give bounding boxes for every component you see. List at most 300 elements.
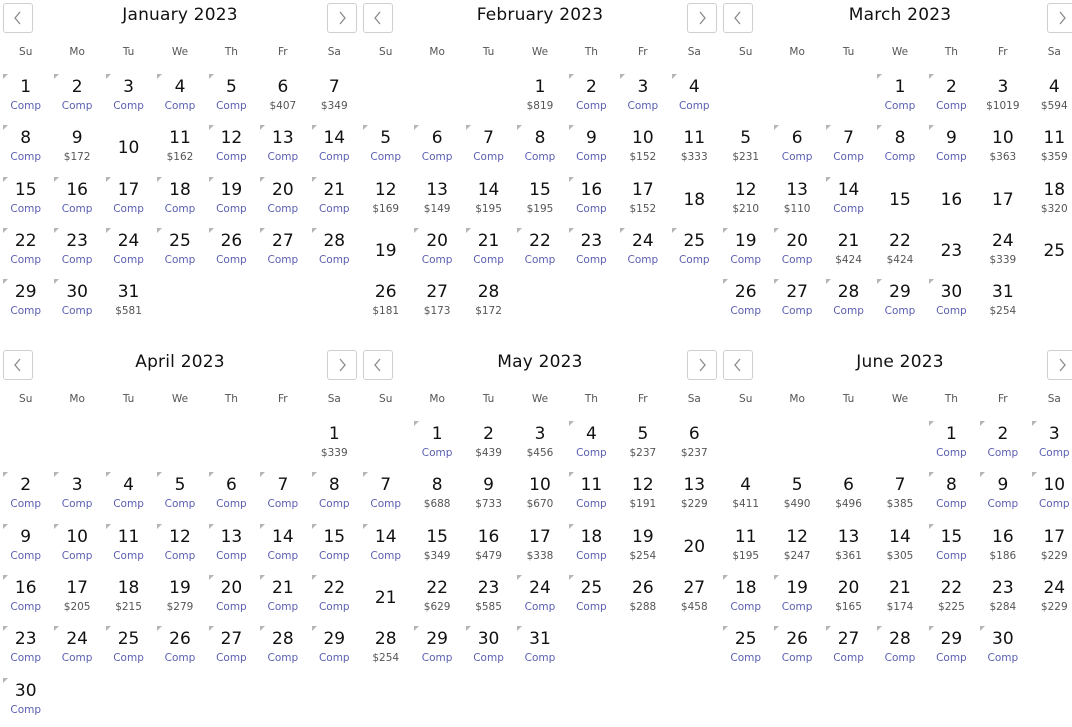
calendar-day[interactable] bbox=[206, 226, 257, 277]
calendar-day[interactable] bbox=[309, 419, 360, 470]
calendar-day[interactable] bbox=[309, 573, 360, 624]
weekday-label: We bbox=[531, 393, 549, 405]
comp-label: Comp bbox=[781, 600, 813, 613]
day-number: 27 bbox=[272, 230, 294, 251]
calendar-day[interactable] bbox=[154, 470, 205, 521]
calendar-day[interactable] bbox=[823, 123, 874, 174]
day-number: 8 bbox=[20, 128, 32, 149]
calendar-day[interactable] bbox=[566, 226, 617, 277]
day-number: 29 bbox=[940, 629, 963, 650]
day-number: 9 bbox=[946, 128, 957, 149]
calendar-day[interactable] bbox=[360, 175, 411, 226]
calendar-day[interactable] bbox=[411, 175, 462, 226]
weekday-label: Su bbox=[379, 46, 393, 58]
calendar-day[interactable] bbox=[514, 522, 565, 573]
comp-label: Comp bbox=[987, 447, 1019, 459]
calendar-day[interactable] bbox=[257, 573, 308, 624]
calendar-day[interactable] bbox=[309, 123, 360, 174]
price-label: $279 bbox=[166, 600, 194, 613]
day-number: 15 bbox=[323, 526, 346, 547]
weekday-header bbox=[0, 46, 360, 62]
calendar-day[interactable] bbox=[206, 624, 257, 675]
comp-label: Comp bbox=[318, 600, 350, 613]
comp-label: Comp bbox=[884, 100, 916, 112]
calendar-day[interactable] bbox=[977, 277, 1028, 328]
calendar-day[interactable] bbox=[669, 470, 720, 521]
day-number: 26 bbox=[632, 577, 654, 598]
calendar-day[interactable] bbox=[206, 470, 257, 521]
day-number: 7 bbox=[483, 128, 494, 149]
day-number: 11 bbox=[734, 526, 757, 547]
day-number: 5 bbox=[740, 128, 752, 149]
calendar-day[interactable] bbox=[1029, 573, 1072, 624]
calendar-day[interactable] bbox=[977, 123, 1028, 174]
comp-label: Comp bbox=[421, 253, 453, 266]
calendar-day[interactable] bbox=[463, 624, 514, 675]
calendar-day[interactable] bbox=[103, 123, 154, 174]
chevron-left-icon bbox=[373, 11, 383, 25]
price-label: $186 bbox=[989, 549, 1017, 562]
prev-month-button[interactable] bbox=[723, 3, 753, 33]
weekday-label: Sa bbox=[327, 46, 341, 58]
calendar-day[interactable] bbox=[1029, 522, 1072, 573]
price-label: $333 bbox=[680, 151, 708, 164]
calendar-day[interactable] bbox=[0, 123, 51, 174]
comp-label: Comp bbox=[370, 498, 402, 511]
comp-label: Comp bbox=[936, 447, 967, 459]
day-number: 22 bbox=[940, 577, 963, 598]
calendar-day[interactable] bbox=[0, 624, 51, 675]
calendar-day[interactable] bbox=[514, 226, 565, 277]
calendar-day[interactable] bbox=[411, 573, 462, 624]
weekday-label: Sa bbox=[687, 393, 701, 405]
price-label: $173 bbox=[423, 305, 451, 318]
calendar-day[interactable] bbox=[566, 72, 617, 123]
calendar-day[interactable] bbox=[411, 419, 462, 470]
price-label: $1019 bbox=[986, 100, 1020, 112]
day-number: 11 bbox=[169, 128, 191, 149]
day-number: 23 bbox=[580, 230, 603, 251]
calendar-day[interactable] bbox=[411, 470, 462, 521]
calendar-day[interactable] bbox=[360, 624, 411, 675]
calendar-day[interactable] bbox=[51, 123, 102, 174]
calendar-day[interactable] bbox=[257, 226, 308, 277]
calendar-day[interactable] bbox=[463, 573, 514, 624]
day-number: 6 bbox=[277, 77, 289, 97]
comp-label: Comp bbox=[113, 253, 144, 266]
calendar-day[interactable] bbox=[1029, 470, 1072, 521]
calendar-day[interactable] bbox=[206, 573, 257, 624]
calendar-day[interactable] bbox=[874, 175, 925, 226]
calendar-day[interactable] bbox=[874, 522, 925, 573]
month-title: June 2023 bbox=[856, 352, 944, 372]
calendar-day[interactable] bbox=[463, 277, 514, 328]
day-number: 15 bbox=[529, 179, 551, 200]
day-number: 9 bbox=[997, 475, 1009, 496]
day-number: 5 bbox=[791, 475, 803, 496]
calendar-day[interactable] bbox=[1029, 123, 1072, 174]
chevron-left-icon bbox=[733, 11, 743, 25]
calendar-day[interactable] bbox=[617, 123, 668, 174]
calendar-day[interactable] bbox=[103, 277, 154, 328]
weekday-label: Th bbox=[224, 46, 238, 58]
day-number: 30 bbox=[477, 629, 500, 650]
calendar-day[interactable] bbox=[771, 277, 822, 328]
calendar-day[interactable] bbox=[309, 226, 360, 277]
calendar-day[interactable] bbox=[720, 226, 771, 277]
comp-label: Comp bbox=[267, 202, 299, 215]
weekday-label: Tu bbox=[842, 393, 855, 405]
calendar-day[interactable] bbox=[360, 522, 411, 573]
day-number: 21 bbox=[477, 230, 500, 251]
day-number: 30 bbox=[66, 282, 88, 303]
calendar-day[interactable] bbox=[720, 470, 771, 521]
prev-month-button[interactable] bbox=[3, 350, 33, 380]
calendar-day[interactable] bbox=[617, 419, 668, 470]
calendar-day[interactable] bbox=[154, 522, 205, 573]
comp-label: Comp bbox=[164, 100, 196, 112]
prev-month-button[interactable] bbox=[3, 3, 33, 33]
comp-label: Comp bbox=[61, 305, 93, 318]
calendar-day[interactable] bbox=[360, 573, 411, 624]
calendar-day[interactable] bbox=[309, 624, 360, 675]
weekday-label: Fr bbox=[998, 46, 1008, 58]
day-number: 2 bbox=[946, 77, 957, 97]
calendar-day[interactable] bbox=[411, 123, 462, 174]
calendar-day[interactable] bbox=[1029, 419, 1072, 470]
calendar-day[interactable] bbox=[103, 522, 154, 573]
day-number: 23 bbox=[66, 230, 88, 251]
price-label: $195 bbox=[732, 549, 760, 562]
calendar-day[interactable] bbox=[566, 419, 617, 470]
calendar-day[interactable] bbox=[771, 175, 822, 226]
calendar-day[interactable] bbox=[463, 522, 514, 573]
calendar-day[interactable] bbox=[977, 522, 1028, 573]
calendar-day[interactable] bbox=[874, 72, 925, 123]
comp-label: Comp bbox=[987, 498, 1019, 511]
day-number: 1 bbox=[328, 424, 340, 444]
calendar-day[interactable] bbox=[617, 175, 668, 226]
calendar-day[interactable] bbox=[206, 72, 257, 123]
next-month-button[interactable] bbox=[327, 350, 357, 380]
day-number: 12 bbox=[734, 179, 757, 200]
calendar-day[interactable] bbox=[617, 470, 668, 521]
day-number: 27 bbox=[837, 629, 860, 650]
calendar-day[interactable] bbox=[514, 573, 565, 624]
day-number: 21 bbox=[272, 577, 294, 598]
calendar-day[interactable] bbox=[0, 72, 51, 123]
calendar-day[interactable] bbox=[154, 72, 205, 123]
calendar-day[interactable] bbox=[103, 175, 154, 226]
calendar-day[interactable] bbox=[566, 573, 617, 624]
calendar-day[interactable] bbox=[411, 226, 462, 277]
price-label: $172 bbox=[475, 305, 502, 318]
day-number: 7 bbox=[277, 475, 289, 496]
comp-label: Comp bbox=[936, 549, 967, 562]
price-label: $152 bbox=[629, 202, 657, 215]
calendar-day[interactable] bbox=[720, 522, 771, 573]
price-label: $288 bbox=[629, 600, 657, 613]
calendar-day[interactable] bbox=[720, 123, 771, 174]
weekday-header bbox=[360, 393, 720, 409]
next-month-button[interactable] bbox=[327, 3, 357, 33]
calendar-day[interactable] bbox=[0, 522, 51, 573]
comp-label: Comp bbox=[10, 305, 42, 318]
calendar-day[interactable] bbox=[669, 226, 720, 277]
day-number: 22 bbox=[426, 577, 448, 598]
calendar-day[interactable] bbox=[566, 175, 617, 226]
day-number: 8 bbox=[894, 128, 906, 149]
calendar-day[interactable] bbox=[720, 277, 771, 328]
calendar-day[interactable] bbox=[309, 175, 360, 226]
calendar-day[interactable] bbox=[926, 470, 977, 521]
calendar-day[interactable] bbox=[360, 123, 411, 174]
calendar-day[interactable] bbox=[0, 277, 51, 328]
day-number: 9 bbox=[20, 526, 32, 547]
calendar-day[interactable] bbox=[771, 226, 822, 277]
prev-month-button[interactable] bbox=[723, 350, 753, 380]
day-number: 18 bbox=[1043, 179, 1066, 200]
calendar-day[interactable] bbox=[720, 175, 771, 226]
calendar-day[interactable] bbox=[514, 123, 565, 174]
weekday-label: Fr bbox=[638, 393, 648, 405]
calendar-day[interactable] bbox=[977, 226, 1028, 277]
day-number: 25 bbox=[734, 629, 757, 650]
calendar-day[interactable] bbox=[463, 175, 514, 226]
weekday-label: Tu bbox=[842, 46, 855, 58]
calendar-day[interactable] bbox=[874, 226, 925, 277]
calendar-day[interactable] bbox=[51, 72, 102, 123]
calendar-day[interactable] bbox=[617, 72, 668, 123]
calendar-day[interactable] bbox=[823, 573, 874, 624]
calendar-day[interactable] bbox=[977, 573, 1028, 624]
calendar-day[interactable] bbox=[0, 175, 51, 226]
day-number: 13 bbox=[837, 526, 860, 547]
calendar-day[interactable] bbox=[51, 522, 102, 573]
calendar-day[interactable] bbox=[926, 175, 977, 226]
calendar-day[interactable] bbox=[1029, 226, 1072, 277]
calendar-day[interactable] bbox=[926, 226, 977, 277]
calendar-day[interactable] bbox=[206, 522, 257, 573]
calendar-day[interactable] bbox=[977, 175, 1028, 226]
next-month-button[interactable] bbox=[687, 350, 717, 380]
calendar-day[interactable] bbox=[309, 522, 360, 573]
comp-label: Comp bbox=[524, 652, 556, 665]
calendar-day[interactable] bbox=[514, 470, 565, 521]
calendar-day[interactable] bbox=[0, 226, 51, 277]
calendar-day[interactable] bbox=[360, 277, 411, 328]
day-number: 24 bbox=[632, 230, 654, 251]
calendar-day[interactable] bbox=[1029, 175, 1072, 226]
calendar-day[interactable] bbox=[926, 123, 977, 174]
calendar-day[interactable] bbox=[154, 175, 205, 226]
calendar-day[interactable] bbox=[669, 522, 720, 573]
calendar-day[interactable] bbox=[154, 226, 205, 277]
calendar-day[interactable] bbox=[309, 470, 360, 521]
calendar-day[interactable] bbox=[926, 72, 977, 123]
calendar-day[interactable] bbox=[51, 175, 102, 226]
calendar-day[interactable] bbox=[103, 226, 154, 277]
next-month-button[interactable] bbox=[1047, 350, 1072, 380]
calendar-day[interactable] bbox=[669, 72, 720, 123]
calendar-day[interactable] bbox=[1029, 72, 1072, 123]
day-number: 4 bbox=[586, 424, 597, 444]
calendar-day[interactable] bbox=[514, 624, 565, 675]
calendar-day[interactable] bbox=[463, 123, 514, 174]
day-number: 20 bbox=[426, 230, 448, 251]
calendar-day[interactable] bbox=[463, 470, 514, 521]
calendar-day[interactable] bbox=[926, 624, 977, 675]
calendar-day[interactable] bbox=[257, 123, 308, 174]
calendar-day[interactable] bbox=[206, 123, 257, 174]
calendar-day[interactable] bbox=[874, 470, 925, 521]
day-number: 4 bbox=[688, 77, 700, 97]
calendar-day[interactable] bbox=[771, 470, 822, 521]
calendar-day[interactable] bbox=[257, 624, 308, 675]
calendar-day[interactable] bbox=[874, 624, 925, 675]
calendar-day[interactable] bbox=[51, 624, 102, 675]
next-month-button[interactable] bbox=[1047, 3, 1072, 33]
price-label: $338 bbox=[526, 549, 554, 562]
day-number: 14 bbox=[323, 128, 346, 149]
calendar-day[interactable] bbox=[0, 676, 51, 727]
calendar-day[interactable] bbox=[720, 624, 771, 675]
calendar-day[interactable] bbox=[720, 573, 771, 624]
comp-label: Comp bbox=[781, 253, 813, 266]
calendar-day[interactable] bbox=[51, 226, 102, 277]
calendar-day[interactable] bbox=[0, 573, 51, 624]
month-panel bbox=[0, 0, 360, 347]
day-number: 31 bbox=[992, 282, 1014, 303]
calendar-day[interactable] bbox=[823, 175, 874, 226]
day-number: 3 bbox=[534, 424, 546, 444]
day-number: 11 bbox=[683, 128, 706, 149]
price-label: $479 bbox=[475, 549, 502, 562]
calendar-day[interactable] bbox=[823, 522, 874, 573]
calendar-day[interactable] bbox=[463, 419, 514, 470]
prev-month-button[interactable] bbox=[363, 3, 393, 33]
day-number: 4 bbox=[1048, 77, 1060, 97]
calendar-day[interactable] bbox=[771, 624, 822, 675]
calendar-day[interactable] bbox=[926, 419, 977, 470]
calendar-day[interactable] bbox=[669, 123, 720, 174]
calendar-day[interactable] bbox=[103, 72, 154, 123]
calendar-day[interactable] bbox=[206, 175, 257, 226]
calendar-day[interactable] bbox=[103, 470, 154, 521]
calendar-day[interactable] bbox=[411, 624, 462, 675]
next-month-button[interactable] bbox=[687, 3, 717, 33]
weekday-label: Th bbox=[944, 393, 958, 405]
calendar-day[interactable] bbox=[977, 419, 1028, 470]
calendar-day[interactable] bbox=[309, 72, 360, 123]
calendar-day[interactable] bbox=[669, 175, 720, 226]
calendar-day[interactable] bbox=[51, 277, 102, 328]
comp-label: Comp bbox=[421, 652, 453, 665]
prev-month-button[interactable] bbox=[363, 350, 393, 380]
calendar-day[interactable] bbox=[257, 175, 308, 226]
calendar-day[interactable] bbox=[771, 522, 822, 573]
calendar-day[interactable] bbox=[360, 470, 411, 521]
comp-label: Comp bbox=[113, 652, 144, 665]
calendar-day[interactable] bbox=[977, 624, 1028, 675]
calendar-day[interactable] bbox=[926, 522, 977, 573]
calendar-day[interactable] bbox=[823, 277, 874, 328]
calendar-day[interactable] bbox=[617, 522, 668, 573]
comp-label: Comp bbox=[576, 447, 607, 459]
calendar-day[interactable] bbox=[411, 522, 462, 573]
calendar-day[interactable] bbox=[51, 573, 102, 624]
calendar-day[interactable] bbox=[566, 522, 617, 573]
calendar-day[interactable] bbox=[669, 419, 720, 470]
calendar-day[interactable] bbox=[257, 72, 308, 123]
calendar-day[interactable] bbox=[566, 470, 617, 521]
calendar-day[interactable] bbox=[874, 277, 925, 328]
calendar-day[interactable] bbox=[874, 573, 925, 624]
day-number: 4 bbox=[174, 77, 186, 97]
day-number: 23 bbox=[477, 577, 500, 598]
day-number: 20 bbox=[786, 230, 808, 251]
calendar-day[interactable] bbox=[103, 624, 154, 675]
calendar-day[interactable] bbox=[823, 470, 874, 521]
day-number: 23 bbox=[940, 240, 963, 261]
month-row bbox=[0, 0, 1072, 347]
calendar-day[interactable] bbox=[771, 573, 822, 624]
calendar-day[interactable] bbox=[771, 123, 822, 174]
calendar-day[interactable] bbox=[514, 175, 565, 226]
calendar-day[interactable] bbox=[926, 277, 977, 328]
day-number: 2 bbox=[71, 77, 83, 97]
calendar-day[interactable] bbox=[51, 470, 102, 521]
calendar-day[interactable] bbox=[154, 624, 205, 675]
comp-label: Comp bbox=[61, 100, 93, 112]
calendar-day[interactable] bbox=[977, 72, 1028, 123]
day-number: 5 bbox=[226, 77, 237, 97]
calendar-day[interactable] bbox=[926, 573, 977, 624]
day-number: 10 bbox=[1043, 475, 1066, 496]
calendar-day[interactable] bbox=[514, 419, 565, 470]
calendar-day[interactable] bbox=[154, 573, 205, 624]
day-number: 16 bbox=[477, 526, 500, 547]
calendar-day[interactable] bbox=[257, 522, 308, 573]
calendar-day[interactable] bbox=[0, 470, 51, 521]
calendar-day[interactable] bbox=[514, 72, 565, 123]
calendar-day[interactable] bbox=[463, 226, 514, 277]
calendar-day[interactable] bbox=[617, 573, 668, 624]
calendar-day[interactable] bbox=[617, 226, 668, 277]
weekday-label: Fr bbox=[998, 393, 1008, 405]
calendar-day[interactable] bbox=[874, 123, 925, 174]
comp-label: Comp bbox=[318, 549, 350, 562]
weekday-label: We bbox=[891, 46, 909, 58]
calendar-day[interactable] bbox=[411, 277, 462, 328]
day-number: 25 bbox=[169, 230, 191, 251]
calendar-day[interactable] bbox=[360, 226, 411, 277]
calendar-day[interactable] bbox=[257, 470, 308, 521]
calendar-day[interactable] bbox=[823, 226, 874, 277]
month-title: April 2023 bbox=[135, 352, 225, 372]
calendar-day[interactable] bbox=[566, 123, 617, 174]
day-number: 6 bbox=[688, 424, 700, 444]
calendar-day[interactable] bbox=[103, 573, 154, 624]
day-number: 18 bbox=[683, 189, 706, 210]
weekday-label: Fr bbox=[278, 46, 288, 58]
calendar-day[interactable] bbox=[154, 123, 205, 174]
weekday-label: Mo bbox=[789, 46, 805, 58]
calendar-day[interactable] bbox=[823, 624, 874, 675]
comp-label: Comp bbox=[318, 253, 350, 266]
calendar-day[interactable] bbox=[669, 573, 720, 624]
calendar-day[interactable] bbox=[977, 470, 1028, 521]
